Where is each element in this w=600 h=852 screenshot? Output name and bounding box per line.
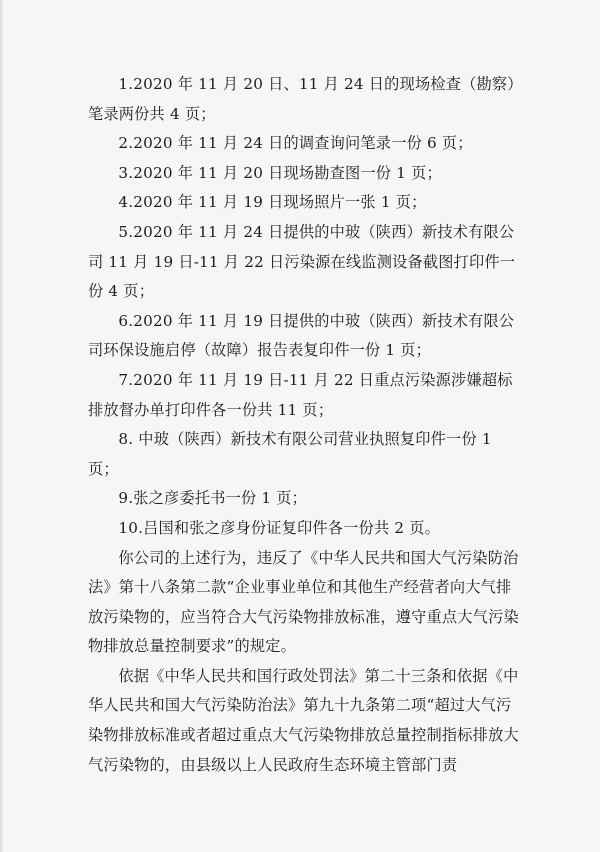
page-edge-shadow: [0, 0, 4, 852]
evidence-item-7: 7.2020 年 11 月 19 日-11 月 22 日重点污染源涉嫌超标排放督办单打印件各一份共 11 页；: [88, 370, 513, 419]
violation-paragraph: 你公司的上述行为，违反了《中华人民共和国大气污染防治法》第十八条第二款“企业事业单位和其他生产经营者向大气排放污染物的，应当符合大气污染物排放标准，遵守重点大气污染物排放总量控制要求”的规定。: [88, 548, 519, 656]
legal-basis-paragraph: 依据《中华人民共和国行政处罚法》第二十三条和依据《中华人民共和国大气污染防治法》第九十九条第二项“超过大气污染物排放标准或者超过重点大气污染物排放总量控制指标排放大气污染物的，由县级以上人民政府生态环境主管部门责: [88, 666, 519, 774]
evidence-item-3: 3.2020 年 11 月 20 日现场勘查图一份 1 页；: [118, 163, 442, 182]
document-body: [88, 70, 524, 780]
evidence-item-1: 1.2020 年 11 月 20 日、11 月 24 日的现场检查（勘察）笔录两份共 4 页；: [88, 75, 523, 123]
evidence-item-10: 10.吕国和张之彦身份证复印件各一份共 2 页。: [118, 518, 441, 537]
evidence-item-9: 9.张之彦委托书一份 1 页；: [118, 489, 308, 508]
evidence-item-8: 8. 中玻（陕西）新技术有限公司营业执照复印件一份 1 页；: [88, 430, 492, 478]
evidence-item-4: 4.2020 年 11 月 19 日现场照片一张 1 页；: [118, 193, 427, 212]
evidence-item-5: 5.2020 年 11 月 24 日提供的中玻（陕西）新技术有限公司 11 月 19 日-11 月 22 日污染源在线监测设备截图打印件一份 4 页；: [88, 222, 516, 301]
evidence-item-6: 6.2020 年 11 月 19 日提供的中玻（陕西）新技术有限公司环保设施启停（故障）报告表复印件一份 1 页；: [88, 311, 515, 360]
evidence-item-2: 2.2020 年 11 月 24 日的调查询问笔录一份 6 页；: [118, 134, 473, 153]
